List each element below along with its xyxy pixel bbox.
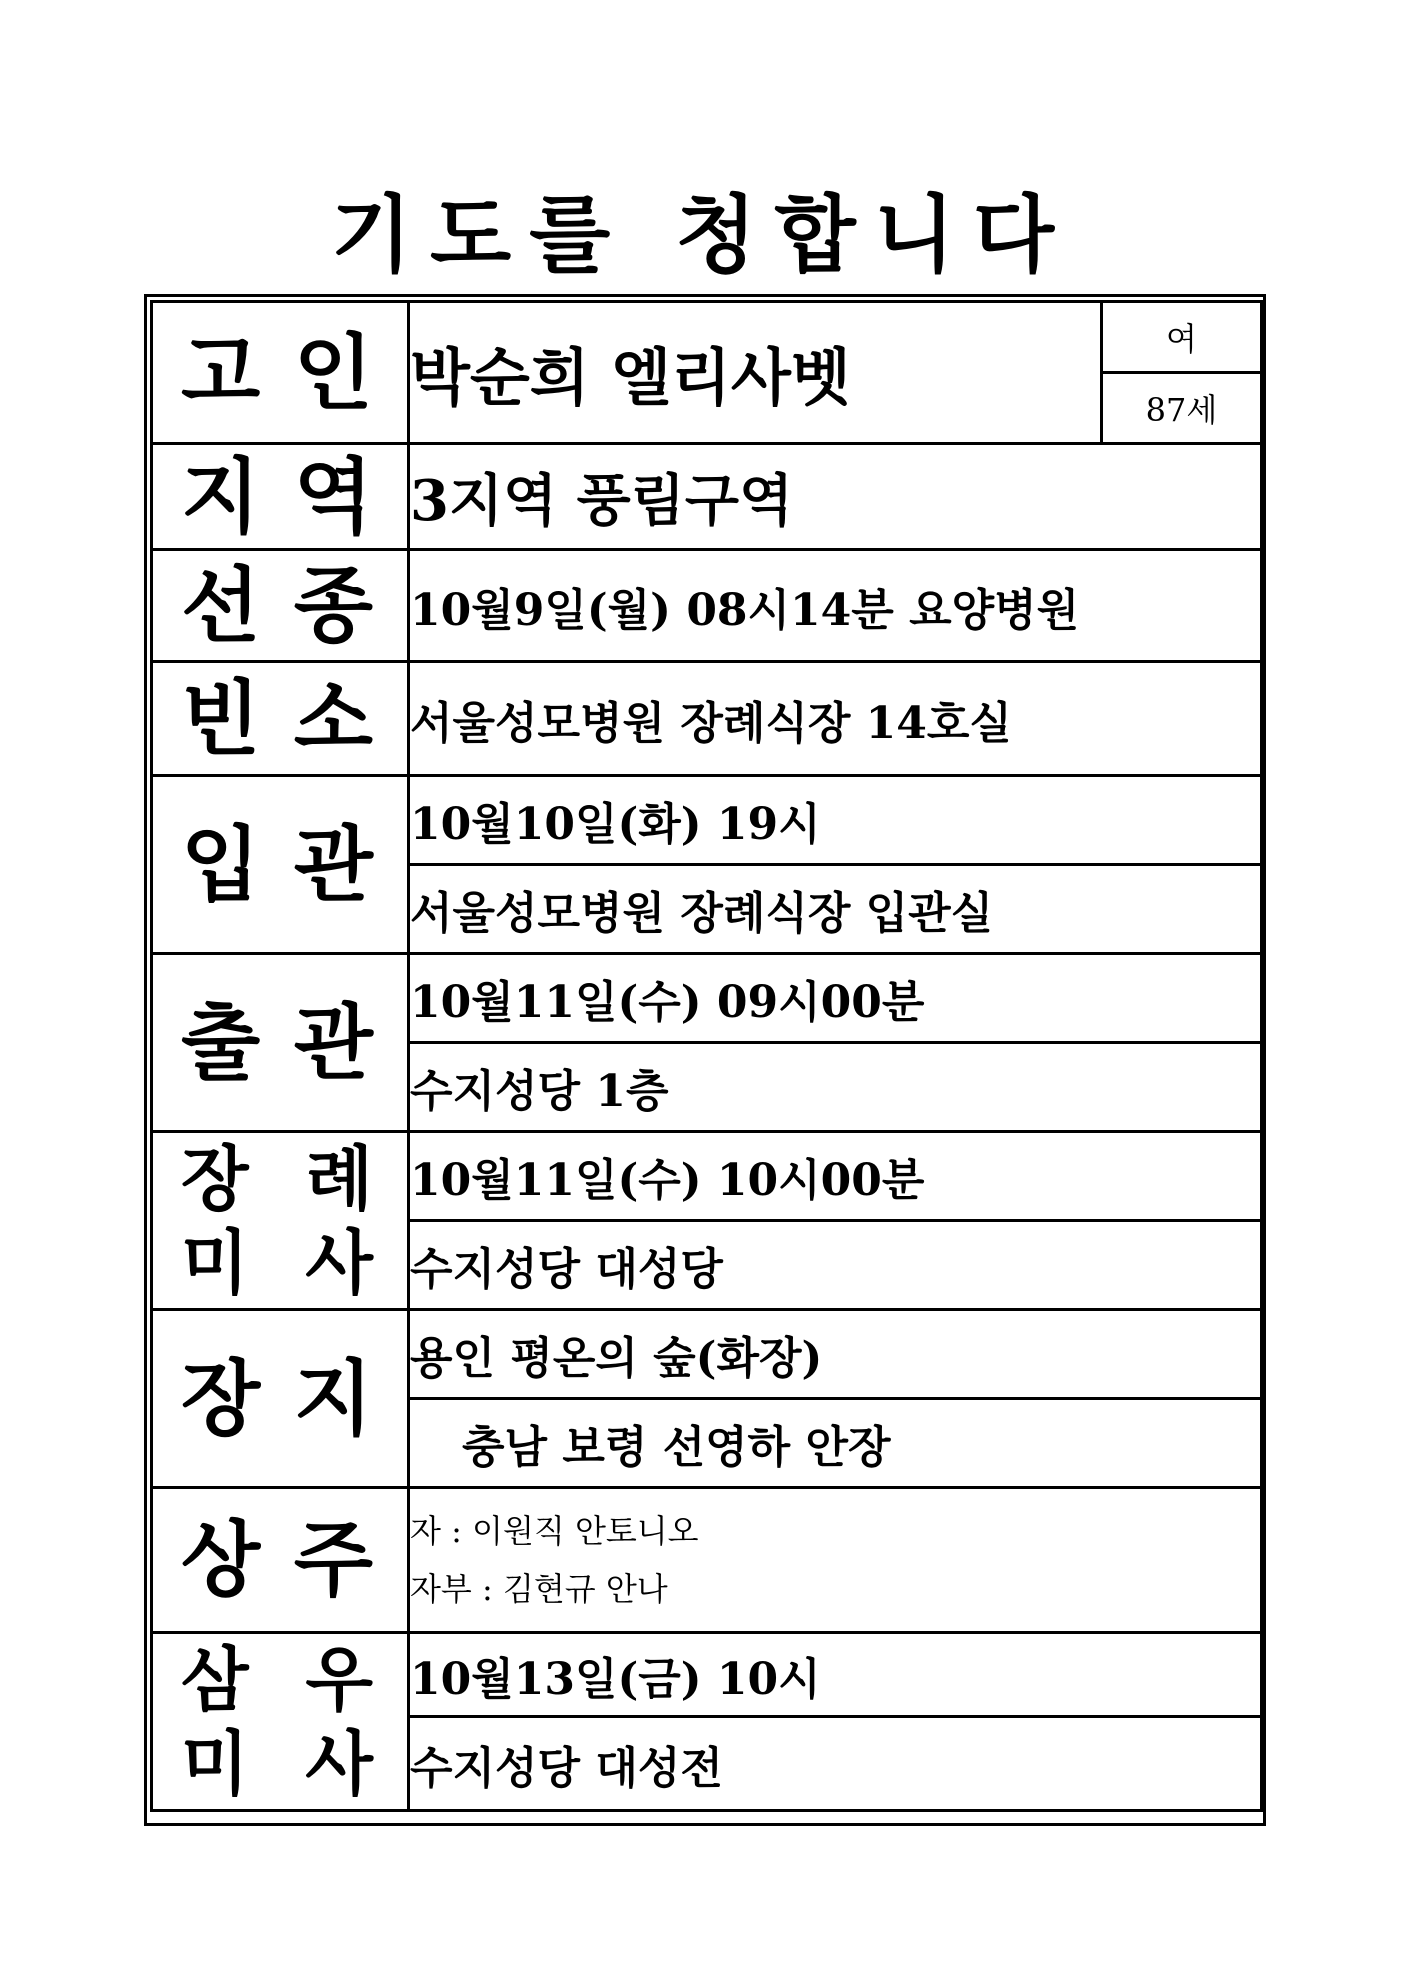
page-title: 기도를 청합니다 bbox=[330, 185, 1073, 284]
label-char: 출 bbox=[181, 994, 261, 1091]
burial-label bbox=[152, 1310, 409, 1488]
label-char: 우 bbox=[305, 1637, 373, 1721]
departure-label bbox=[152, 954, 409, 1132]
funeral-mass-place: 수지성당 대성당 bbox=[409, 1221, 1262, 1310]
chief-mourner-daughter-in-law: 자부 : 김현규 안나 bbox=[410, 1570, 668, 1608]
label-char: 선 bbox=[181, 557, 261, 654]
encoffining-label bbox=[152, 776, 409, 954]
label-char: 주 bbox=[293, 1512, 373, 1608]
chief-mourners-value bbox=[409, 1488, 1262, 1633]
encoffining-datetime: 10월10일(화) 19시 bbox=[409, 776, 1262, 865]
chief-mourner-son: 자 : 이원직 안토니오 bbox=[410, 1512, 699, 1550]
encoffining-place: 서울성모병원 장례식장 입관실 bbox=[409, 865, 1262, 954]
label-char: 사 bbox=[305, 1220, 373, 1304]
label-char: 사 bbox=[305, 1721, 373, 1805]
chief-mourners-label bbox=[152, 1488, 409, 1633]
deceased-gender: 여 bbox=[1102, 302, 1262, 373]
label-char: 인 bbox=[293, 324, 373, 421]
deceased-name: 박순희 엘리사벳 bbox=[409, 302, 1102, 444]
label-char: 례 bbox=[305, 1136, 373, 1220]
region-value: 3지역 풍림구역 bbox=[409, 444, 1262, 550]
label-char: 상 bbox=[181, 1512, 261, 1608]
label-char: 삼 bbox=[181, 1637, 249, 1721]
third-day-mass-place: 수지성당 대성전 bbox=[409, 1717, 1262, 1811]
funeral-mass-label bbox=[152, 1132, 409, 1310]
label-char: 지 bbox=[293, 1350, 373, 1447]
label-char: 입 bbox=[181, 816, 261, 913]
death-label bbox=[152, 550, 409, 662]
label-char: 소 bbox=[293, 670, 373, 767]
label-char: 빈 bbox=[181, 670, 261, 767]
label-char: 장 bbox=[181, 1136, 249, 1220]
label-char: 장 bbox=[181, 1350, 261, 1447]
departure-place: 수지성당 1층 bbox=[409, 1043, 1262, 1132]
label-char: 역 bbox=[293, 448, 373, 545]
obituary-table bbox=[150, 300, 1263, 1812]
label-char: 관 bbox=[293, 816, 373, 913]
deceased-label bbox=[152, 302, 409, 444]
label-char: 지 bbox=[181, 448, 261, 545]
label-char: 관 bbox=[293, 994, 373, 1091]
funeral-mass-datetime: 10월11일(수) 10시00분 bbox=[409, 1132, 1262, 1221]
deceased-age: 87세 bbox=[1102, 373, 1262, 444]
label-char: 미 bbox=[181, 1220, 249, 1304]
third-day-mass-label bbox=[152, 1633, 409, 1811]
label-char: 고 bbox=[181, 324, 261, 421]
region-label bbox=[152, 444, 409, 550]
label-char: 미 bbox=[181, 1721, 249, 1805]
mortuary-label bbox=[152, 662, 409, 776]
departure-datetime: 10월11일(수) 09시00분 bbox=[409, 954, 1262, 1043]
burial-line2: 충남 보령 선영하 안장 bbox=[409, 1399, 1262, 1488]
label-char: 종 bbox=[293, 557, 373, 654]
burial-line1: 용인 평온의 숲(화장) bbox=[409, 1310, 1262, 1399]
third-day-mass-datetime: 10월13일(금) 10시 bbox=[409, 1633, 1262, 1717]
death-value: 10월9일(월) 08시14분 요양병원 bbox=[409, 550, 1262, 662]
mortuary-value: 서울성모병원 장례식장 14호실 bbox=[409, 662, 1262, 776]
